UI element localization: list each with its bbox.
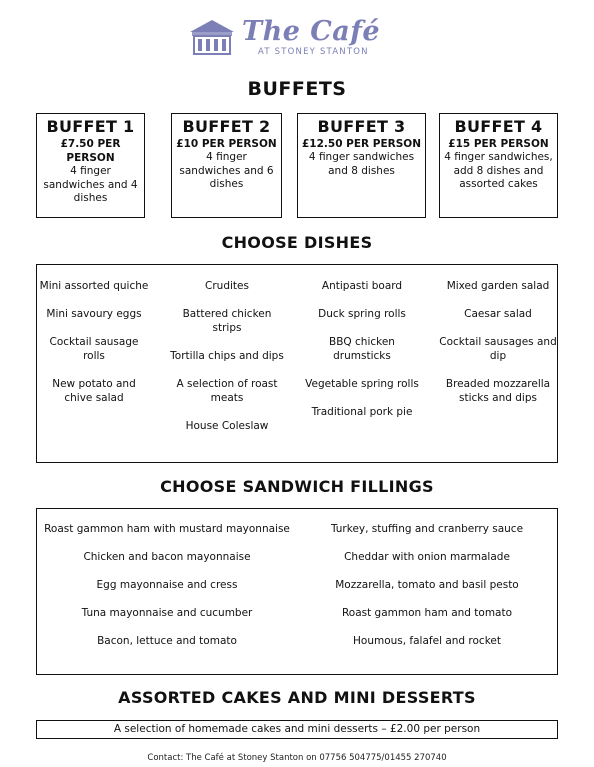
dish-item: Mini assorted quiche <box>39 280 149 292</box>
buffet-description: 4 finger sandwiches, add 8 dishes and assorted cakes <box>444 151 553 190</box>
buffet-name: BUFFET 4 <box>454 117 543 136</box>
buffet-name: BUFFET 1 <box>46 117 135 136</box>
logo-title: The Café <box>242 16 381 47</box>
dishes-box <box>36 264 558 463</box>
filling-item: Egg mayonnaise and cress <box>96 579 238 591</box>
buffet-description: 4 finger sandwiches and 4 dishes <box>43 165 138 204</box>
dishes-heading: CHOOSE DISHES <box>221 233 373 252</box>
filling-item: Roast gammon ham and tomato <box>341 607 513 619</box>
dish-item: Crudites <box>205 280 249 292</box>
dish-item: Tortilla chips and dips <box>170 350 284 362</box>
buffet-description: 4 finger sandwiches and 8 dishes <box>308 151 415 177</box>
cafe-logo <box>184 14 410 62</box>
dish-item: Antipasti board <box>321 280 403 292</box>
dish-item: Cocktail sausages and dip <box>439 336 557 362</box>
filling-item: Houmous, falafel and rocket <box>353 635 501 647</box>
buffet-4-card <box>439 113 558 218</box>
dishes-column-3 <box>303 279 421 433</box>
buffet-description: 4 finger sandwiches and 6 dishes <box>179 151 274 190</box>
dish-item: Cocktail sausage rolls <box>49 336 139 362</box>
logo-subtitle: AT STONEY STANTON <box>258 47 369 57</box>
buffet-3-card <box>297 113 426 218</box>
cafe-building-icon <box>186 18 238 56</box>
dish-item: Battered chicken strips <box>182 308 272 334</box>
fillings-box <box>36 508 558 675</box>
fillings-column-2 <box>301 522 553 662</box>
dishes-column-4 <box>439 279 557 419</box>
filling-item: Bacon, lettuce and tomato <box>97 635 237 647</box>
dish-item: A selection of roast meats <box>176 378 278 404</box>
dish-item: Caesar salad <box>464 308 532 320</box>
dish-item: BBQ chicken drumsticks <box>329 336 395 362</box>
buffet-1-card <box>36 113 145 218</box>
buffet-2-card <box>171 113 282 218</box>
filling-item: Turkey, stuffing and cranberry sauce <box>330 523 524 535</box>
buffet-name: BUFFET 2 <box>182 117 271 136</box>
buffet-price: £10 PER PERSON <box>176 138 277 150</box>
dish-item: Vegetable spring rolls <box>305 378 419 390</box>
dish-item: Mini savoury eggs <box>46 308 142 320</box>
dishes-column-1 <box>39 279 149 419</box>
filling-item: Cheddar with onion marmalade <box>344 551 510 563</box>
dish-item: Breaded mozzarella sticks and dips <box>445 378 551 404</box>
filling-item: Mozzarella, tomato and basil pesto <box>335 579 519 591</box>
dish-item: Traditional pork pie <box>311 406 413 418</box>
fillings-column-1 <box>43 522 291 662</box>
dish-item: Mixed garden salad <box>446 280 550 292</box>
buffet-name: BUFFET 3 <box>317 117 406 136</box>
dishes-column-2 <box>169 279 285 447</box>
cakes-box: A selection of homemade cakes and mini desserts – £2.00 per person <box>36 720 558 739</box>
buffet-price: £7.50 PER PERSON <box>60 138 121 164</box>
dish-item: House Coleslaw <box>185 420 269 432</box>
dish-item: New potato and chive salad <box>52 378 136 404</box>
buffet-price: £15 PER PERSON <box>448 138 549 150</box>
dish-item: Duck spring rolls <box>318 308 406 320</box>
filling-item: Roast gammon ham with mustard mayonnaise <box>44 523 290 535</box>
contact-line: Contact: The Café at Stoney Stanton on 07756 504775/01455 270740 <box>147 753 447 763</box>
fillings-heading: CHOOSE SANDWICH FILLINGS <box>160 477 434 496</box>
filling-item: Tuna mayonnaise and cucumber <box>81 607 253 619</box>
cakes-heading: ASSORTED CAKES AND MINI DESSERTS <box>118 688 476 707</box>
buffets-heading: BUFFETS <box>247 78 347 100</box>
filling-item: Chicken and bacon mayonnaise <box>83 551 251 563</box>
buffet-price: £12.50 PER PERSON <box>301 138 421 150</box>
